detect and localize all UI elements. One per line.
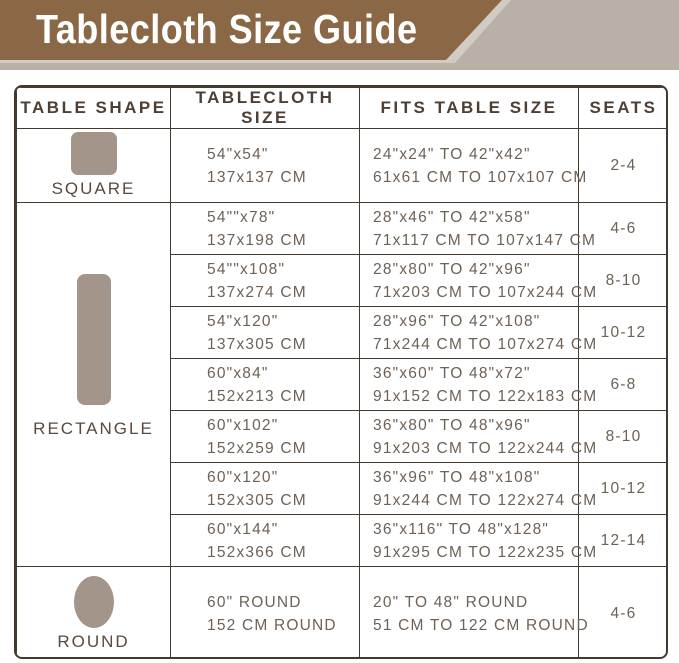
cloth-size-inches: 60"x84" (207, 364, 269, 382)
fits-size-inches: 28"x96" TO 42"x108" (373, 312, 541, 330)
cloth-size-inches: 60" ROUND (207, 593, 302, 611)
seats-value: 8-10 (605, 271, 642, 289)
fits-size-cm: 71x117 CM TO 107x147 CM (373, 231, 597, 249)
seats-value: 6-8 (610, 375, 637, 393)
cloth-size-cm: 137x305 CM (207, 335, 307, 353)
cloth-size-cm: 152x213 CM (207, 387, 307, 405)
cloth-size-cm: 152x305 CM (207, 491, 307, 509)
fits-size-inches: 28"x80" TO 42"x96" (373, 260, 531, 278)
cloth-size-cm: 137x198 CM (207, 231, 307, 249)
fits-size-inches: 28"x46" TO 42"x58" (373, 208, 531, 226)
cloth-size-inches: 60"x102" (207, 416, 279, 434)
fits-size-inches: 36"x116" TO 48"x128" (373, 520, 550, 538)
cloth-size-cell (171, 255, 360, 307)
fits-size-cm: 91x203 CM TO 122x244 CM (373, 439, 598, 457)
cloth-size-inches: 54""x108" (207, 260, 286, 278)
fits-size-cm: 51 CM TO 122 CM ROUND (373, 616, 589, 634)
seats-value: 12-14 (600, 531, 647, 549)
page-title: Tablecloth Size Guide (36, 6, 418, 52)
fits-size-cell (360, 359, 598, 411)
fits-size-cm: 61x61 CM TO 107x107 CM (373, 168, 588, 186)
fits-size-cell (360, 463, 598, 515)
column-header-seats: SEATS (579, 88, 669, 129)
cloth-size-cell (171, 359, 360, 411)
cloth-size-cm: 152x366 CM (207, 543, 307, 561)
column-header-table-shape: TABLE SHAPE (17, 88, 171, 129)
seats-value: 4-6 (610, 604, 637, 622)
cloth-size-cell (171, 463, 360, 515)
cloth-size-cm: 152 CM ROUND (207, 616, 337, 634)
seats-value: 10-12 (600, 323, 647, 341)
cloth-size-inches: 54""x78" (207, 208, 276, 226)
size-guide-table (14, 85, 668, 659)
fits-size-cm: 71x203 CM TO 107x244 CM (373, 283, 598, 301)
fits-size-cell (360, 255, 598, 307)
circle-icon (74, 576, 114, 628)
fits-size-cell (360, 307, 598, 359)
cloth-size-inches: 60"x120" (207, 468, 279, 486)
seats-value: 8-10 (605, 427, 642, 445)
header-row (17, 88, 669, 129)
fits-size-cm: 71x244 CM TO 107x274 CM (373, 335, 598, 353)
shape-label: ROUND (57, 631, 130, 651)
seats-value: 4-6 (610, 219, 637, 237)
seats-value: 2-4 (610, 156, 637, 174)
fits-size-inches: 36"x60" TO 48"x72" (373, 364, 531, 382)
seats-value: 10-12 (600, 479, 647, 497)
shape-cell-rectangle (17, 203, 171, 567)
fits-size-cell (360, 203, 597, 255)
fits-size-inches: 36"x96" TO 48"x108" (373, 468, 541, 486)
shape-label: SQUARE (51, 179, 136, 198)
table-row (17, 129, 669, 203)
square-icon (71, 132, 117, 175)
cloth-size-inches: 54"x120" (207, 312, 279, 330)
cloth-size-inches: 60"x144" (207, 520, 279, 538)
rectangle-icon (77, 274, 111, 405)
table-row (17, 567, 669, 660)
column-header-fits-table-size: FITS TABLE SIZE (360, 88, 579, 129)
cloth-size-cell (171, 307, 360, 359)
fits-size-inches: 36"x80" TO 48"x96" (373, 416, 531, 434)
seats-cell (579, 129, 669, 203)
cloth-size-cm: 152x259 CM (207, 439, 307, 457)
fits-size-cm: 91x152 CM TO 122x183 CM (373, 387, 598, 405)
seats-cell (579, 567, 669, 660)
fits-size-cm: 91x244 CM TO 122x274 CM (373, 491, 598, 509)
table-row (17, 203, 669, 255)
column-header-tablecloth-size: TABLECLOTH SIZE (171, 88, 360, 129)
fits-size-inches: 24"x24" TO 42"x42" (373, 145, 531, 163)
shape-cell-round (17, 567, 171, 660)
shape-cell-square (17, 129, 171, 203)
cloth-size-cm: 137x274 CM (207, 283, 307, 301)
cloth-size-cell (171, 129, 360, 203)
fits-size-cell (360, 567, 589, 660)
fits-size-cell (360, 515, 598, 567)
fits-size-inches: 20" TO 48" ROUND (373, 593, 529, 611)
cloth-size-cell (171, 203, 360, 255)
fits-size-cell (360, 129, 588, 203)
cloth-size-cell (171, 515, 360, 567)
cloth-size-cell (171, 567, 360, 660)
fits-size-cell (360, 411, 598, 463)
cloth-size-cell (171, 411, 360, 463)
fits-size-cm: 91x295 CM TO 122x235 CM (373, 543, 598, 561)
cloth-size-cm: 137x137 CM (207, 168, 307, 186)
cloth-size-inches: 54"x54" (207, 145, 269, 163)
shape-label: RECTANGLE (33, 419, 154, 438)
